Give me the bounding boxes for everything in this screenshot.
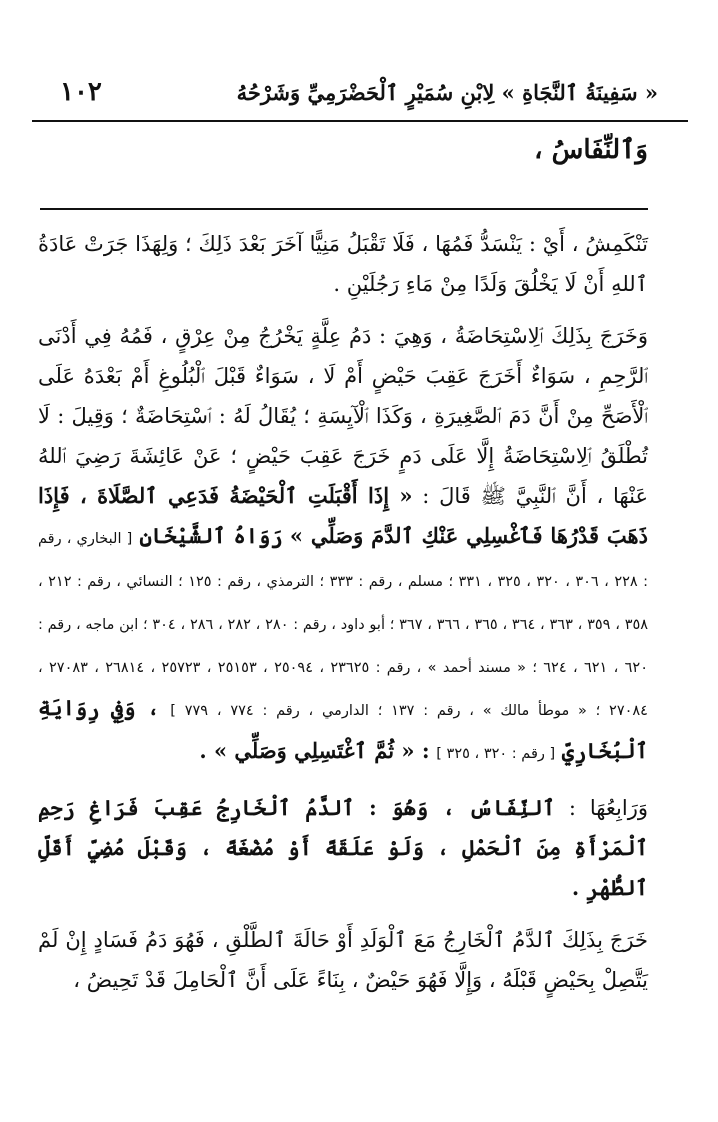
matn-text: وَٱلنِّفَاسُ ، <box>534 135 648 165</box>
bukhari-references: [ رقم : ٣٢٠ ، ٣٢٥ ] <box>436 746 556 762</box>
matn-separator-rule <box>40 208 648 210</box>
paragraph-3-definition: ، وَهُوَ : ٱلدَّمُ ٱلْخَارِجُ عَقِبَ فَرَاغِ رَحِمِ ٱلْمَرْأَةِ مِنَ ٱلْحَمْلِ ، وَلَوْ عَلَقَةً أَوْ مُضْغَةً ، وَقَبْلَ مُضِيِّ أَقَلِّ ٱلطُّهْرِ . <box>38 795 648 900</box>
hadith-quote-variant: : « ثُمَّ ٱغْتَسِلِي وَصَلِّي » . <box>199 738 430 763</box>
header-title: « سَفِينَةُ ٱلنَّجَاةِ » لِابْنِ سُمَيْرٍ ٱلْحَضْرَمِيِّ وَشَرْحُهُ <box>236 79 658 105</box>
paragraph-3-lead: وَرَابِعُهَا : <box>568 796 649 820</box>
running-head <box>60 72 658 112</box>
hadith-references: [ البخاري ، رقم : ٢٢٨ ، ٣٠٦ ، ٣٢٠ ، ٣٢٥ ، ٣٣١ ؛ مسلم ، رقم : ٣٣٣ ؛ الترمذي ، رقم : ١٢٥ ؛ النسائي ، رقم : ٢١٢ ، ٣٥٨ ، ٣٥٩ ، ٣٦٣ ، ٣٦٤ ، ٣٦٥ ، ٣٦٦ ، ٣٦٧ ؛ أبو داود ، رقم : ٢٨٠ ، ٢٨٢ ، ٢٨٦ ، ٣٠٤ ؛ ابن ماجه ، رقم : ٦٢٠ ، ٦٢١ ، ٦٢٤ ؛ « مسند أحمد » ، رقم : ٢٣٦٢٥ ، ٢٥٠٩٤ ، ٢٥١٥٣ ، ٢٥٧٢٣ ، ٢٦٨١٤ ، ٢٧٠٨٣ ، ٢٧٠٨٤ ؛ « موطأ مالك » ، رقم : ١٣٧ ؛ الدارمي ، رقم : ٧٧٤ ، ٧٧٩ ] <box>38 531 649 719</box>
paragraph-4: خَرَجَ بِذَلِكَ ٱلدَّمُ ٱلْخَارِجُ مَعَ ٱلْوَلَدِ أَوْ حَالَةَ ٱلطَّلْقِ ، فَهُوَ دَمُ فَسَادٍ إِنْ لَمْ يَتَّصِلْ بِحَيْضٍ قَبْلَهُ ، وَإِلَّا فَهُوَ حَيْضٌ ، بِنَاءً عَلَى أَنَّ ٱلْحَامِلَ قَدْ تَحِيضُ ، <box>38 928 648 992</box>
commentary-body <box>38 224 648 1012</box>
narrator-attribution: رَوَاهُ ٱلشَّيْخَانِ <box>139 523 283 548</box>
header-rule <box>32 120 688 122</box>
paragraph-3 <box>38 788 648 908</box>
page-number: ١٠٢ <box>60 77 102 107</box>
paragraph-1: تَنْكَمِشُ ، أَيْ : يَنْسَدُّ فَمُهَا ، فَلَا تَقْبَلُ مَنِيًّا آخَرَ بَعْدَ ذَلِكَ ؛ وَلِهَذَا جَرَتْ عَادَةُ ٱللهِ أَنْ لَا يَخْلُقَ وَلَدًا مِنْ مَاءِ رَجُلَيْنِ . <box>38 232 648 296</box>
hadith-quote: « إِذَا أَقْبَلَتِ ٱلْحَيْضَةُ فَدَعِي ٱلصَّلَاةَ ، فَإِذَا ذَهَبَ قَدْرُهَا فَٱغْسِلِي عَنْكِ ٱلدَّمَ وَصَلِّي » <box>38 483 648 548</box>
term-nifas: ٱلنِّفَاسُ <box>468 795 555 820</box>
paragraph-2-text: وَخَرَجَ بِذَلِكَ ٱلِاسْتِحَاضَةُ ، وَهِيَ : دَمُ عِلَّةٍ يَخْرُجُ مِنْ عِرْقٍ ، فَمُهُ فِي أَدْنَى ٱلرَّحِمِ ، سَوَاءٌ أَخَرَجَ عَقِبَ حَيْضٍ أَمْ لَا ، سَوَاءٌ قَبْلَ ٱلْبُلُوغِ أَمْ بَعْدَهُ عَلَى ٱلْأَصَحِّ مِنْ أَنَّ دَمَ ٱلصَّغِيرَةِ ، وَكَذَا ٱلْآيِسَةِ ؛ يُقَالُ لَهُ : ٱسْتِحَاضَةٌ ؛ وَقِيلَ : لَا تُطْلَقُ ٱلِاسْتِحَاضَةُ إِلَّا عَلَى دَمٍ خَرَجَ عَقِبَ حَيْضٍ ؛ عَنْ عَائِشَةَ رَضِيَ ٱللهُ عَنْهَا ، أَنَّ ٱلنَّبِيَّ ﷺ قَالَ : <box>38 324 648 508</box>
paragraph-2 <box>38 316 648 774</box>
bukhari-variant-intro: ، وَفِي رِوَايَةِ ٱلْبُخَارِيِّ <box>38 695 648 763</box>
